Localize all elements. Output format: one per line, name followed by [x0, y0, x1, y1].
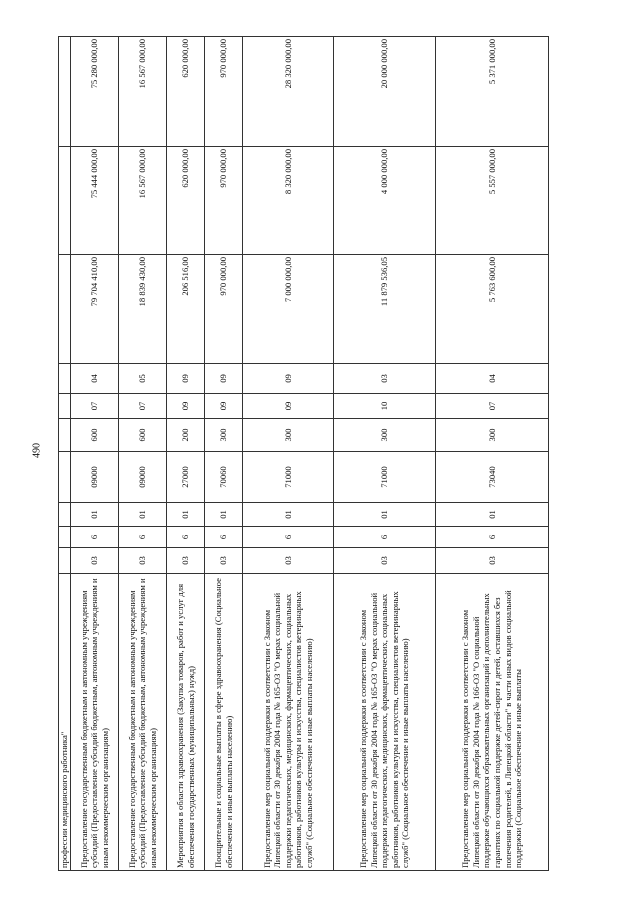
cell-amount: 16 567 000,00	[119, 37, 167, 147]
cell-code: 600	[119, 419, 167, 452]
page-number: 490	[31, 443, 43, 458]
cell-code: 03	[436, 548, 549, 574]
cell-code: 6	[334, 527, 436, 548]
cell-code: 300	[334, 419, 436, 452]
cell-code: 07	[436, 394, 549, 419]
cell-amount: 5 371 000,00	[436, 37, 549, 147]
cell-amount: 28 320 000,00	[243, 37, 334, 147]
cell-name: Предоставление государственным бюджетным и автономным учреждениям субсидий (Предоставление субсидий бюджетным, автономным учреждениям и иным некоммерческим организациям)	[71, 574, 119, 871]
cell-code: 300	[205, 419, 243, 452]
cell-code: 6	[205, 527, 243, 548]
cell-amount: 11 879 536,05	[334, 255, 436, 364]
cell-code: 10	[334, 394, 436, 419]
cell-code: 6	[436, 527, 549, 548]
cell-code: 6	[167, 527, 205, 548]
cell-empty	[59, 37, 71, 147]
cell-empty	[59, 548, 71, 574]
cell-amount: 8 320 000,00	[243, 147, 334, 255]
cell-amount: 970 000,00	[205, 147, 243, 255]
table-row	[59, 37, 71, 871]
cell-code: 09	[243, 394, 334, 419]
table-row	[71, 37, 119, 871]
table-row	[334, 37, 436, 871]
cell-code: 01	[119, 503, 167, 527]
cell-name: Предоставление мер социальной поддержки в соответствии с Законом Липецкой области от 30 декабря 2004 года № 166-ОЗ "О социальной поддержке обучающихся образовательных организаций и дополнительных гарантиях по социальной поддержке детей-сирот и детей, оставшихся без попечения родителей, в Липецкой области" в части иных видов социальной поддержки (Социальное обеспечение и иные выплаты	[436, 574, 549, 871]
rotated-table-frame	[58, 37, 574, 871]
cell-code: 07	[119, 394, 167, 419]
cell-code: 03	[71, 548, 119, 574]
cell-code: 01	[436, 503, 549, 527]
table-row	[205, 37, 243, 871]
cell-code: 03	[167, 548, 205, 574]
cell-code: 09	[205, 394, 243, 419]
cell-amount: 18 839 430,00	[119, 255, 167, 364]
cell-amount: 970 000,00	[205, 255, 243, 364]
cell-code: 6	[71, 527, 119, 548]
cell-code: 03	[334, 364, 436, 394]
cell-amount: 620 000,00	[167, 147, 205, 255]
cell-code: 09	[167, 394, 205, 419]
cell-code: 04	[71, 364, 119, 394]
cell-code: 73040	[436, 452, 549, 503]
table-row	[119, 37, 167, 871]
cell-code: 71000	[334, 452, 436, 503]
cell-code: 01	[334, 503, 436, 527]
cell-code: 09000	[119, 452, 167, 503]
cell-code: 01	[71, 503, 119, 527]
cell-name: Поощрительные и социальные выплаты в сфере здравоохранения (Социальное обеспечение и иные выплаты населению)	[205, 574, 243, 871]
cell-empty	[59, 503, 71, 527]
cell-code: 03	[205, 548, 243, 574]
cell-amount: 75 444 000,00	[71, 147, 119, 255]
cell-code: 300	[436, 419, 549, 452]
cell-amount: 16 567 000,00	[119, 147, 167, 255]
cell-name: профессии медицинского работника"	[59, 574, 71, 871]
cell-empty	[59, 527, 71, 548]
cell-amount: 79 704 410,00	[71, 255, 119, 364]
cell-code: 03	[243, 548, 334, 574]
cell-code: 09	[167, 364, 205, 394]
cell-code: 09	[205, 364, 243, 394]
cell-code: 300	[243, 419, 334, 452]
cell-empty	[59, 394, 71, 419]
cell-amount: 620 000,00	[167, 37, 205, 147]
cell-empty	[59, 452, 71, 503]
cell-empty	[59, 147, 71, 255]
table-row	[167, 37, 205, 871]
cell-code: 70060	[205, 452, 243, 503]
cell-code: 200	[167, 419, 205, 452]
cell-code: 09000	[71, 452, 119, 503]
cell-empty	[59, 419, 71, 452]
cell-amount: 7 000 000,00	[243, 255, 334, 364]
cell-empty	[59, 364, 71, 394]
budget-table	[58, 36, 549, 871]
cell-name: Мероприятия в области здравоохранения (Закупка товаров, работ и услуг для обеспечения государственных (муниципальных) нужд)	[167, 574, 205, 871]
table-row	[436, 37, 549, 871]
cell-amount: 75 280 000,00	[71, 37, 119, 147]
cell-code: 27000	[167, 452, 205, 503]
table-row	[243, 37, 334, 871]
cell-code: 6	[119, 527, 167, 548]
cell-empty	[59, 255, 71, 364]
cell-code: 71000	[243, 452, 334, 503]
cell-code: 01	[243, 503, 334, 527]
cell-amount: 20 000 000,00	[334, 37, 436, 147]
cell-amount: 970 000,00	[205, 37, 243, 147]
cell-amount: 5 763 600,00	[436, 255, 549, 364]
cell-code: 600	[71, 419, 119, 452]
cell-code: 04	[436, 364, 549, 394]
cell-code: 05	[119, 364, 167, 394]
cell-code: 01	[205, 503, 243, 527]
cell-amount: 206 516,00	[167, 255, 205, 364]
cell-amount: 4 000 000,00	[334, 147, 436, 255]
cell-code: 6	[243, 527, 334, 548]
cell-code: 01	[167, 503, 205, 527]
cell-code: 07	[71, 394, 119, 419]
cell-code: 03	[119, 548, 167, 574]
cell-name: Предоставление мер социальной поддержки в соответствии с Законом Липецкой области от 30 декабря 2004 года № 165-ОЗ "О мерах социальной поддержки педагогических, медицинских, фармацевтических, социальных работников, работников культуры и искусства, специалистов ветеринарных служб" (Социальное обеспечение и иные выплаты населению)	[334, 574, 436, 871]
cell-name: Предоставление мер социальной поддержки в соответствии с Законом Липецкой области от 30 декабря 2004 года № 165-ОЗ "О мерах социальной поддержки педагогических, медицинских, фармацевтических, социальных работников, работников культуры и искусства, специалистов ветеринарных служб" (Социальное обеспечение и иные выплаты населению)	[243, 574, 334, 871]
cell-code: 09	[243, 364, 334, 394]
cell-amount: 5 557 000,00	[436, 147, 549, 255]
cell-name: Предоставление государственным бюджетным и автономным учреждениям субсидий (Предоставление субсидий бюджетным, автономным учреждениям и иным некоммерческим организациям)	[119, 574, 167, 871]
cell-code: 03	[334, 548, 436, 574]
